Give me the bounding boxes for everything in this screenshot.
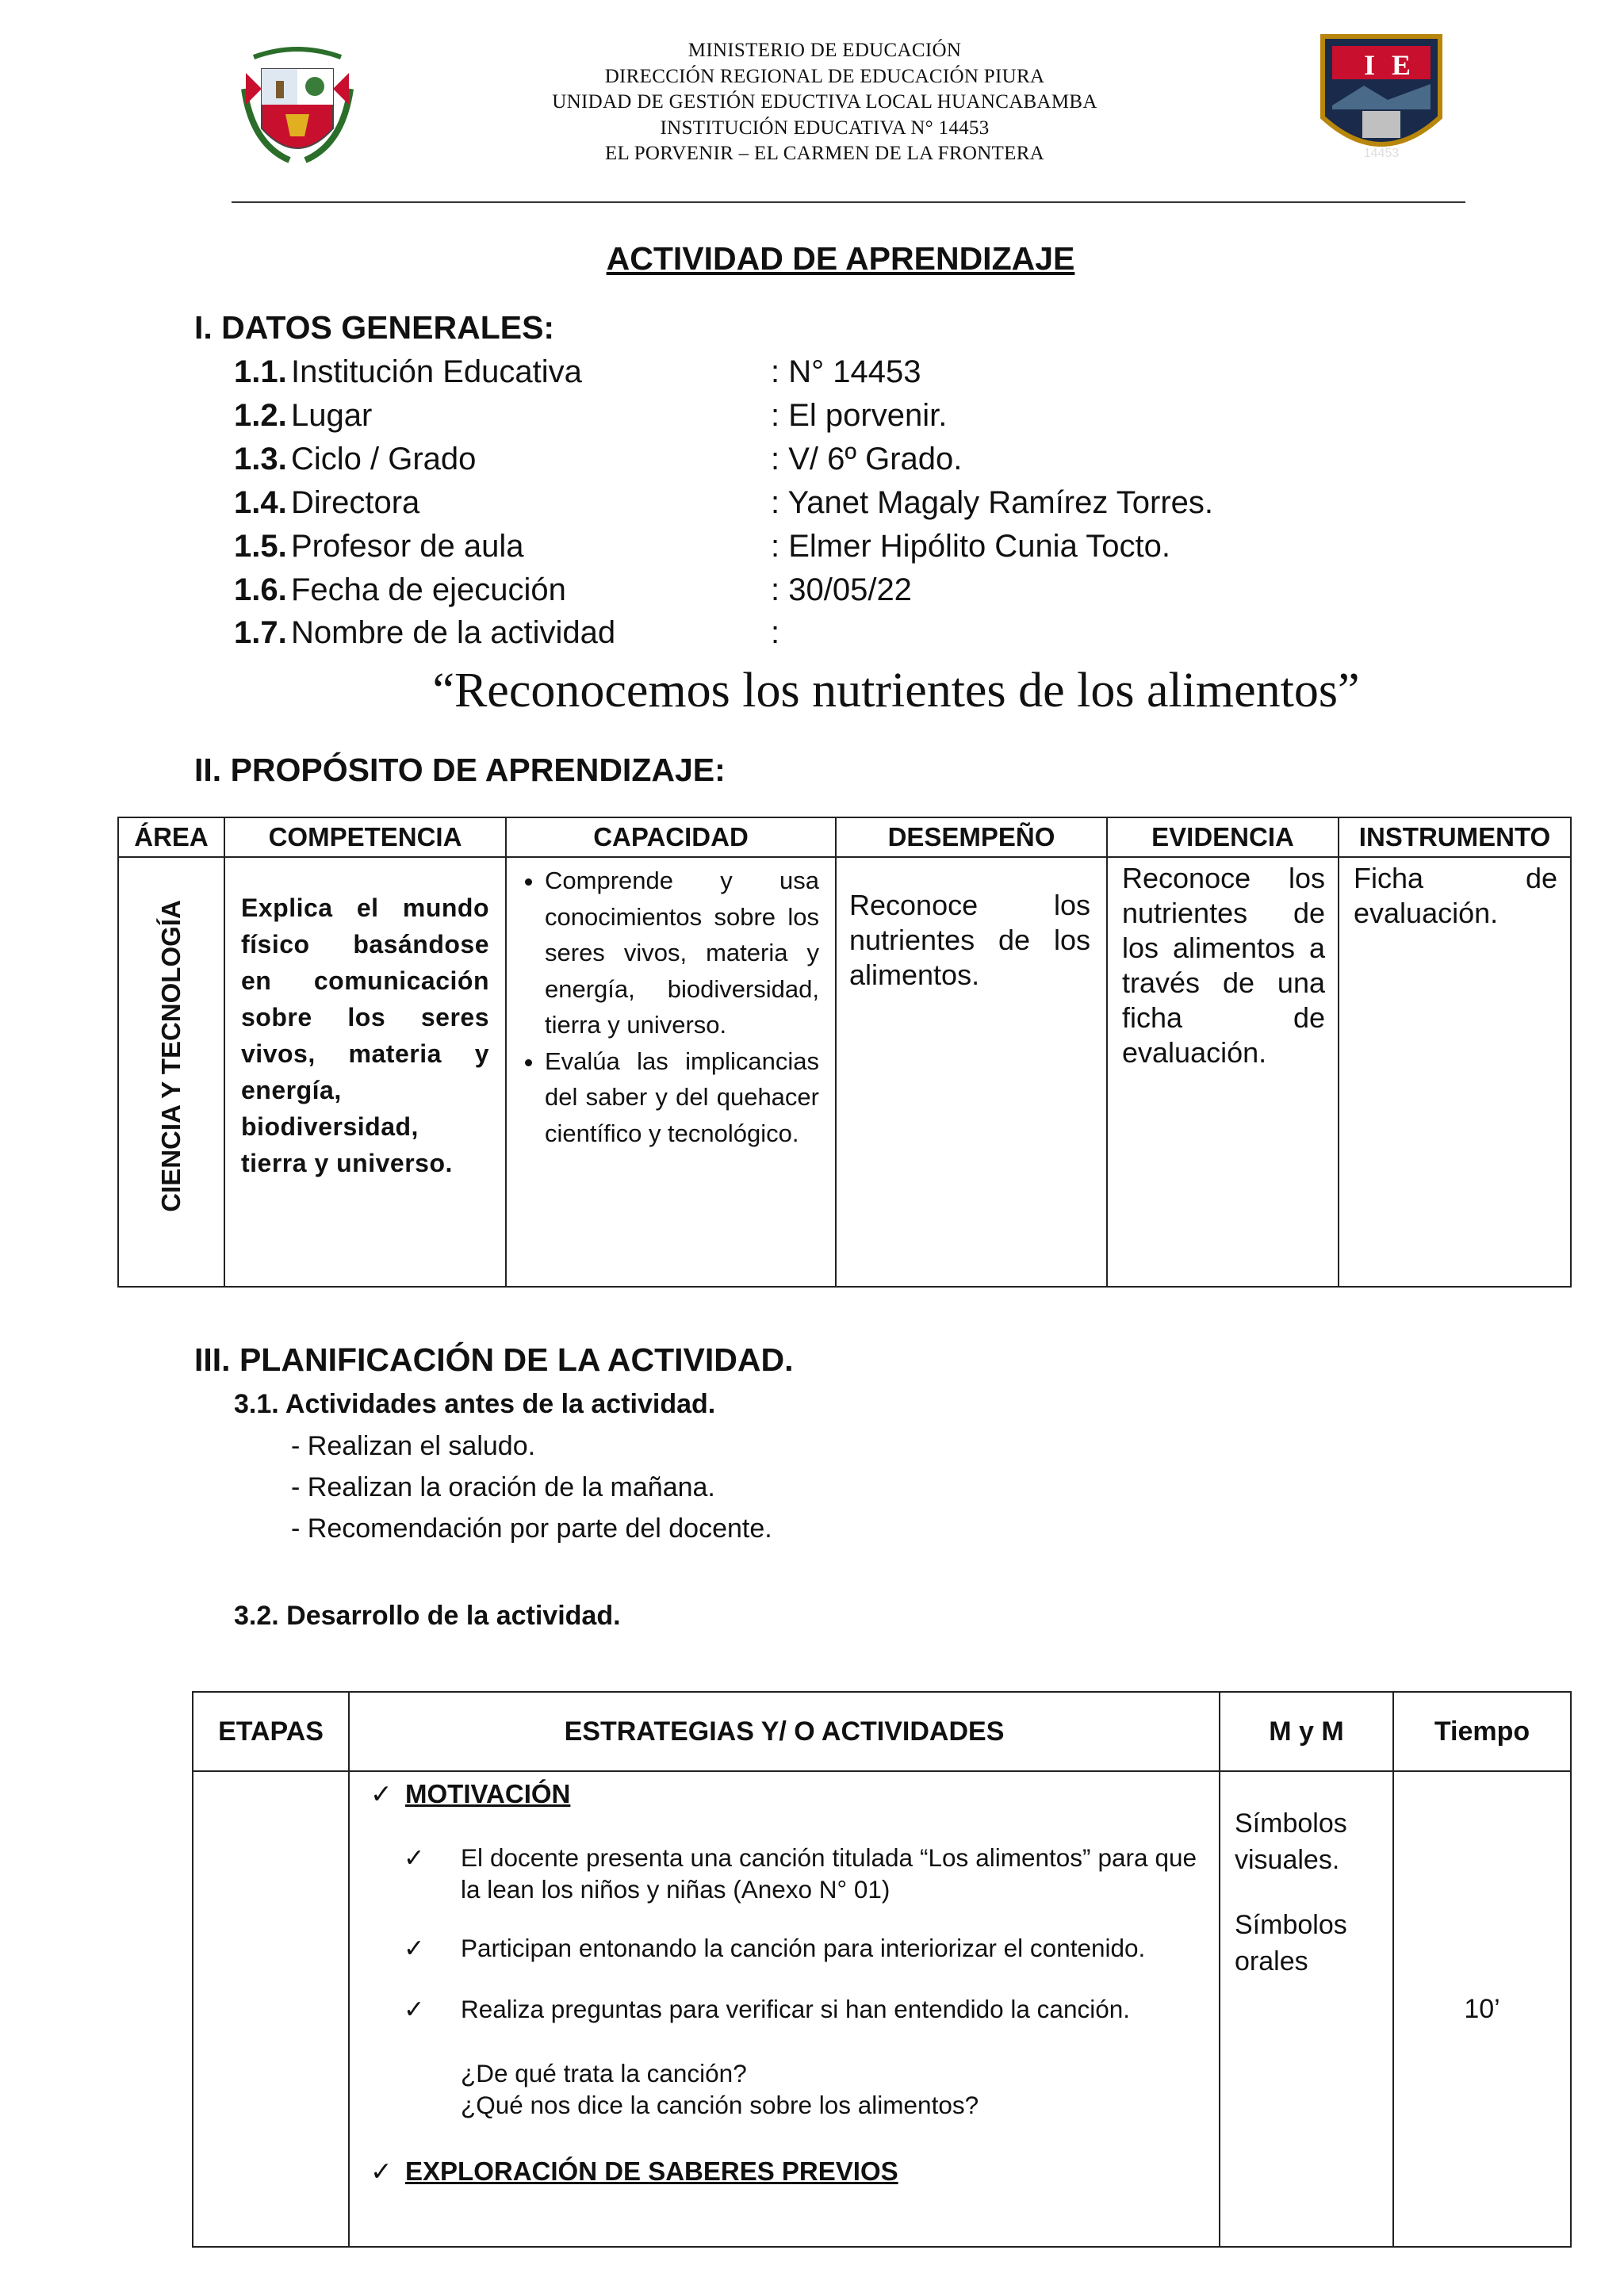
school-shield-number: 14453 [1363,147,1400,160]
activity-item: ✓ Participan entonando la canción para interiorizar el contenido. [404,1934,1146,1962]
exploracion-heading: ✓ EXPLORACIÓN DE SABERES PREVIOS [370,2156,898,2186]
mym-line: Símbolos [1235,1808,1347,1839]
datos-row-lugar: 1.2. Lugar : El porvenir. [234,398,948,433]
capacidad-cell [506,857,836,1287]
document-title: ACTIVIDAD DE APRENDIZAJE [606,240,1075,277]
area-cell [118,857,224,1287]
desempeno-cell: Reconoce los nutrientes de los alimentos. [836,857,1107,1287]
header-estrategias: ESTRATEGIAS Y/ O ACTIVIDADES [349,1692,1220,1771]
header-instrumento: INSTRUMENTO [1339,817,1571,857]
header-mym: M y M [1220,1692,1393,1771]
mym-spacer [1235,1878,1392,1907]
competencia-cell: Explica el mundo físico basándose en comunicación sobre los seres vivos, materia y energía, biodiversidad, tierra y universo. [224,857,506,1287]
header-divider [232,201,1465,203]
antes-item: - Recomendación por parte del docente. [291,1513,772,1544]
subsection-desarrollo-heading: 3.2. Desarrollo de la actividad. [234,1601,621,1631]
activity-name: “Reconocemos los nutrientes de los alimentos” [432,664,1360,718]
header-etapas: ETAPAS [193,1692,349,1771]
header-competencia: COMPETENCIA [224,817,506,857]
section-proposito-heading: II. PROPÓSITO DE APRENDIZAJE: [194,752,726,788]
check-icon: ✓ [370,2156,393,2186]
check-icon: ✓ [404,1995,425,2023]
school-shield-logo [1316,30,1446,171]
question-item: ¿Qué nos dice la canción sobre los alimentos? [461,2091,979,2119]
planning-table-header-row [193,1692,1571,1771]
mym-cell [1220,1771,1393,2247]
check-icon: ✓ [370,1779,393,1808]
estrategias-cell [349,1771,1220,2247]
antes-item: - Realizan el saludo. [291,1431,536,1461]
header-line-lugar: EL PORVENIR – EL CARMEN DE LA FRONTERA [604,143,1045,164]
activity-item: ✓ El docente presenta una canción titulada “Los alimentos” para que la lean los niños y niñas (Anexo N° 01) [404,1843,1197,1904]
datos-row-nombre-actividad: 1.7. Nombre de la actividad : [234,615,780,650]
area-text: CIENCIA Y TECNOLOGÍA [156,900,186,1212]
section-datos-generales-heading: I. DATOS GENERALES: [194,309,555,346]
antes-item: - Realizan la oración de la mañana. [291,1472,715,1502]
purpose-table [117,817,1572,1288]
header-line-direccion: DIRECCIÓN REGIONAL DE EDUCACIÓN PIURA [604,65,1045,87]
activity-item: ✓ Realiza preguntas para verificar si han entendido la canción. [404,1995,1131,2023]
etapa-cell [193,1771,349,2247]
mym-line: visuales. [1235,1845,1340,1875]
header-line-institucion: INSTITUCIÓN EDUCATIVA N° 14453 [660,117,990,139]
mym-line: orales [1235,1946,1308,1976]
datos-row-ciclo-grado: 1.3. Ciclo / Grado : V/ 6º Grado. [234,442,963,476]
header-capacidad: CAPACIDAD [506,817,836,857]
planning-table-row [193,1771,1571,2247]
header-tiempo: Tiempo [1393,1692,1571,1771]
header-evidencia: EVIDENCIA [1107,817,1339,857]
svg-text:E: E [1392,49,1411,81]
datos-row-fecha: 1.6. Fecha de ejecución : 30/05/22 [234,572,912,607]
capacidad-item: • Evalúa las implicancias del saber y del quehacer científico y tecnológico. [545,1043,819,1152]
tiempo-cell: 10’ [1393,1771,1571,2247]
subsection-antes-heading: 3.1. Actividades antes de la actividad. [234,1389,716,1419]
check-icon: ✓ [404,1843,425,1872]
evidencia-cell: Reconoce los nutrientes de los alimentos a través de una ficha de evaluación. [1107,857,1339,1287]
institution-header [476,38,1174,167]
purpose-table-header-row [118,817,1571,857]
peru-coat-of-arms-logo [238,41,357,176]
header-line-ugel: UNIDAD DE GESTIÓN EDUCTIVA LOCAL HUANCABAMBA [552,91,1097,113]
question-item: ¿De qué trata la canción? [461,2059,747,2087]
header-area: ÁREA [118,817,224,857]
motivacion-heading: ✓ MOTIVACIÓN [370,1779,571,1808]
mym-line: Símbolos [1235,1910,1347,1940]
datos-row-directora: 1.4. Directora : Yanet Magaly Ramírez Torres. [234,485,1214,520]
header-line-ministerio: MINISTERIO DE EDUCACIÓN [688,40,962,61]
header-desempeno: DESEMPEÑO [836,817,1107,857]
datos-row-profesor: 1.5. Profesor de aula : Elmer Hipólito Cunia Tocto. [234,529,1170,564]
datos-row-institucion: 1.1. Institución Educativa : N° 14453 [234,354,921,389]
instrumento-cell: Ficha de evaluación. [1339,857,1571,1287]
check-icon: ✓ [404,1934,425,1962]
capacidad-item: • Comprende y usa conocimientos sobre los seres vivos, materia y energía, biodiversidad, tierra y universo. [545,863,819,1043]
purpose-table-row [118,857,1571,1287]
svg-text:I: I [1364,49,1376,81]
section-planificacion-heading: III. PLANIFICACIÓN DE LA ACTIVIDAD. [194,1341,794,1378]
planning-table [192,1691,1572,2248]
